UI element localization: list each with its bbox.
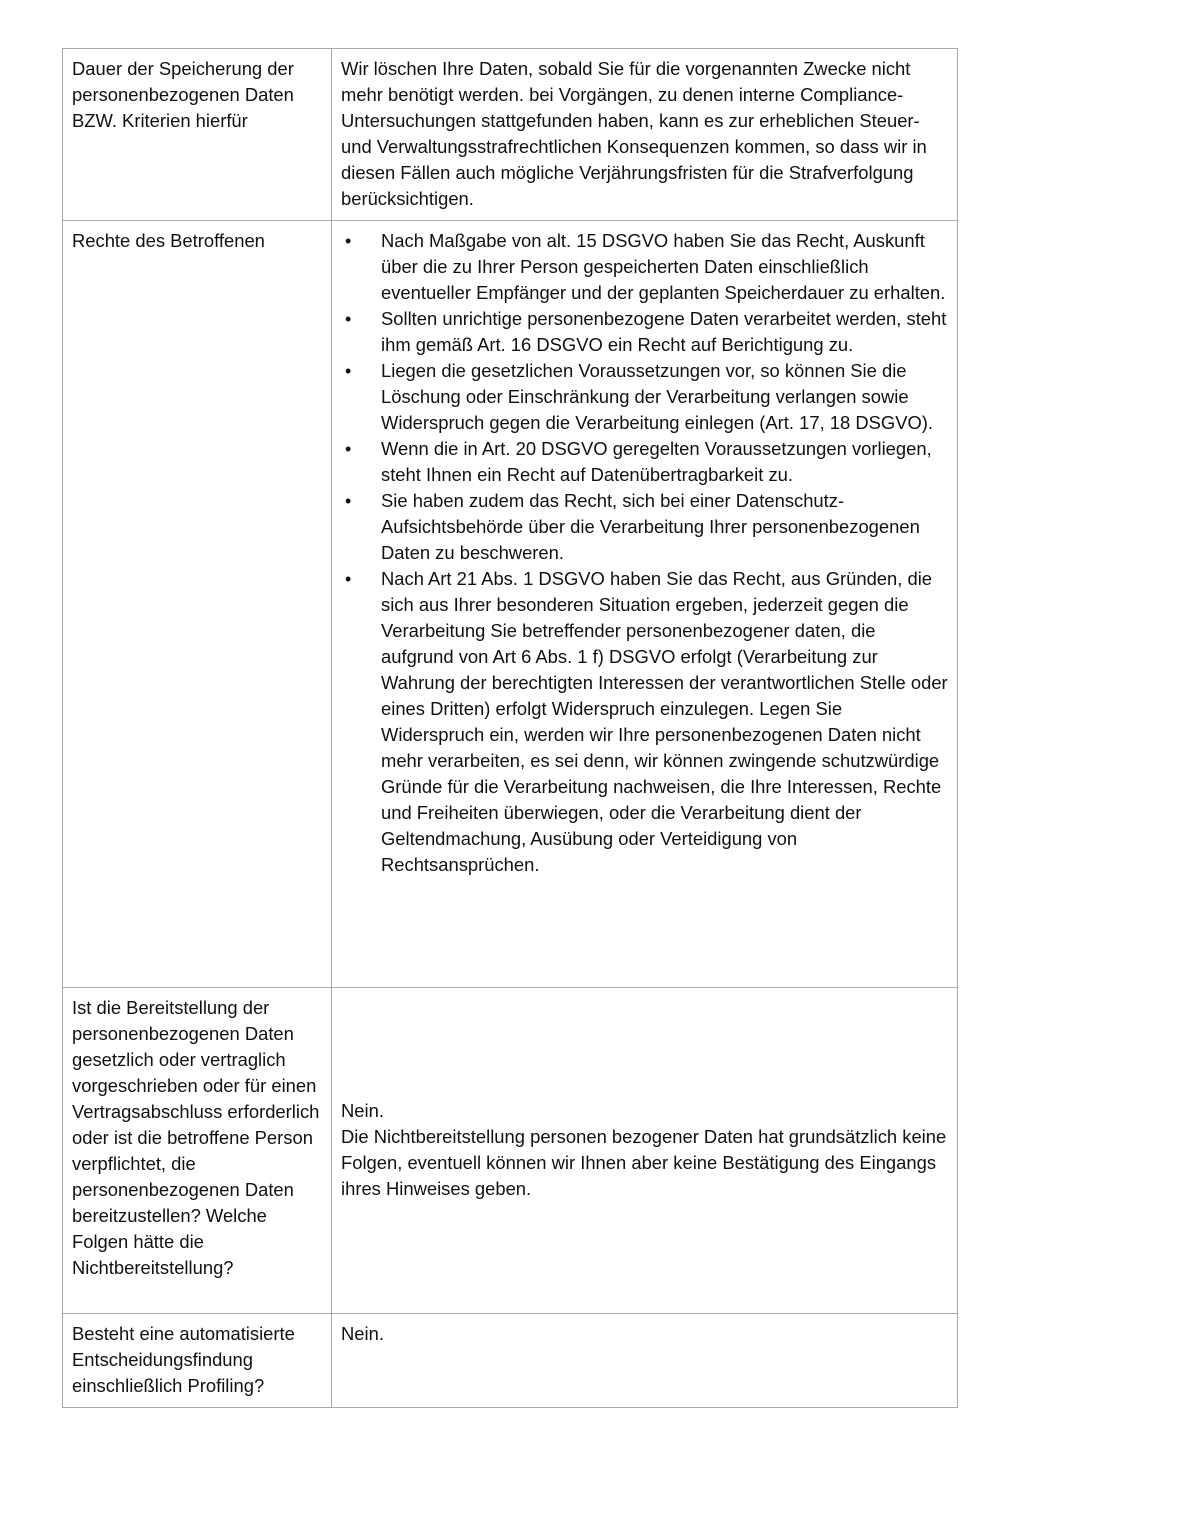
list-item-text: Liegen die gesetzlichen Voraussetzungen vor, so können Sie die Löschung oder Einschränkung der Verarbeitung verlangen sowie Widerspruch gegen die Verarbeitung einlegen (Art. 17, 18 DSGVO). <box>381 360 934 433</box>
list-item <box>341 488 949 566</box>
row-label-automated-decision: Besteht eine automatisierte Entscheidungsfindung einschließlich Profiling? <box>63 1314 332 1408</box>
row-content-automated-decision: Nein. <box>332 1314 958 1408</box>
row-label-storage-duration: Dauer der Speicherung der personenbezogenen Daten BZW. Kriterien hierfür <box>63 49 332 221</box>
row-content-provision-requirement <box>332 988 958 1314</box>
list-item <box>341 306 949 358</box>
bullet-icon: • <box>345 439 352 459</box>
bullet-icon: • <box>345 569 352 589</box>
answer-text: Nein. <box>341 1100 384 1121</box>
list-item <box>341 228 949 306</box>
table-row <box>63 988 958 1314</box>
row-label-data-subject-rights: Rechte des Betroffenen <box>63 221 332 988</box>
list-item-text: Nach Art 21 Abs. 1 DSGVO haben Sie das Recht, aus Gründen, die sich aus Ihrer besonderen Situation ergeben, jederzeit gegen die Verarbeitung Sie betreffender personenbezogener daten, die aufgrund von Art 6 Abs. 1 f) DSGVO erfolgt (Verarbeitung zur Wahrung der berechtigten Interessen der verantwortlichen Stelle oder eines Dritten) erfolgt Widerspruch einzulegen. Legen Sie Widerspruch ein, werden wir Ihre personenbezogenen Daten nicht mehr verarbeiten, es sei denn, wir können zwingende schutzwürdige Gründe für die Verarbeitung nachweisen, die Ihre Interessen, Rechte und Freiheiten überwiegen, oder die Verarbeitung dient der Geltendmachung, Ausübung oder Verteidigung von Rechtsansprüchen. <box>381 568 948 875</box>
list-item-text: Nach Maßgabe von alt. 15 DSGVO haben Sie das Recht, Auskunft über die zu Ihrer Person gespeicherten Daten einschließlich eventueller Empfänger und der geplanten Speicherdauer zu erhalten. <box>381 230 946 303</box>
row-content-storage-duration: Wir löschen Ihre Daten, sobald Sie für die vorgenannten Zwecke nicht mehr benötigt werden. bei Vorgängen, zu denen interne Compliance-Untersuchungen stattgefunden haben, kann es zur erheblichen Steuer- und Verwaltungsstrafrechtlichen Konsequenzen kommen, so dass wir in diesen Fällen auch mögliche Verjährungsfristen für die Strafverfolgung berücksichtigen. <box>332 49 958 221</box>
bullet-icon: • <box>345 309 352 329</box>
row-label-provision-requirement: Ist die Bereitstellung der personenbezogenen Daten gesetzlich oder vertraglich vorgeschrieben oder für einen Vertragsabschluss erforderlich oder ist die betroffene Person verpflichtet, die personenbezogenen Daten bereitzustellen? Welche Folgen hätte die Nichtbereitstellung? <box>63 988 332 1314</box>
list-item-text: Sie haben zudem das Recht, sich bei einer Datenschutz-Aufsichtsbehörde über die Verarbeitung Ihrer personenbezogenen Daten zu beschweren. <box>381 490 920 563</box>
table-row <box>63 1314 958 1408</box>
bullet-icon: • <box>345 361 352 381</box>
privacy-info-table <box>62 48 958 1408</box>
list-item <box>341 566 949 878</box>
list-item-text: Sollten unrichtige personenbezogene Daten verarbeitet werden, steht ihm gemäß Art. 16 DSGVO ein Recht auf Berichtigung zu. <box>381 308 947 355</box>
bullet-icon: • <box>345 491 352 511</box>
list-item <box>341 358 949 436</box>
list-item <box>341 436 949 488</box>
consequence-text: Die Nichtbereitstellung personen bezogener Daten hat grundsätzlich keine Folgen, eventuell können wir Ihnen aber keine Bestätigung des Eingangs ihres Hinweises geben. <box>341 1126 947 1199</box>
rights-list <box>341 228 949 878</box>
table-row <box>63 49 958 221</box>
row-content-data-subject-rights <box>332 221 958 988</box>
list-item-text: Wenn die in Art. 20 DSGVO geregelten Voraussetzungen vorliegen, steht Ihnen ein Recht auf Datenübertragbarkeit zu. <box>381 438 932 485</box>
bullet-icon: • <box>345 231 352 251</box>
table-row <box>63 221 958 988</box>
